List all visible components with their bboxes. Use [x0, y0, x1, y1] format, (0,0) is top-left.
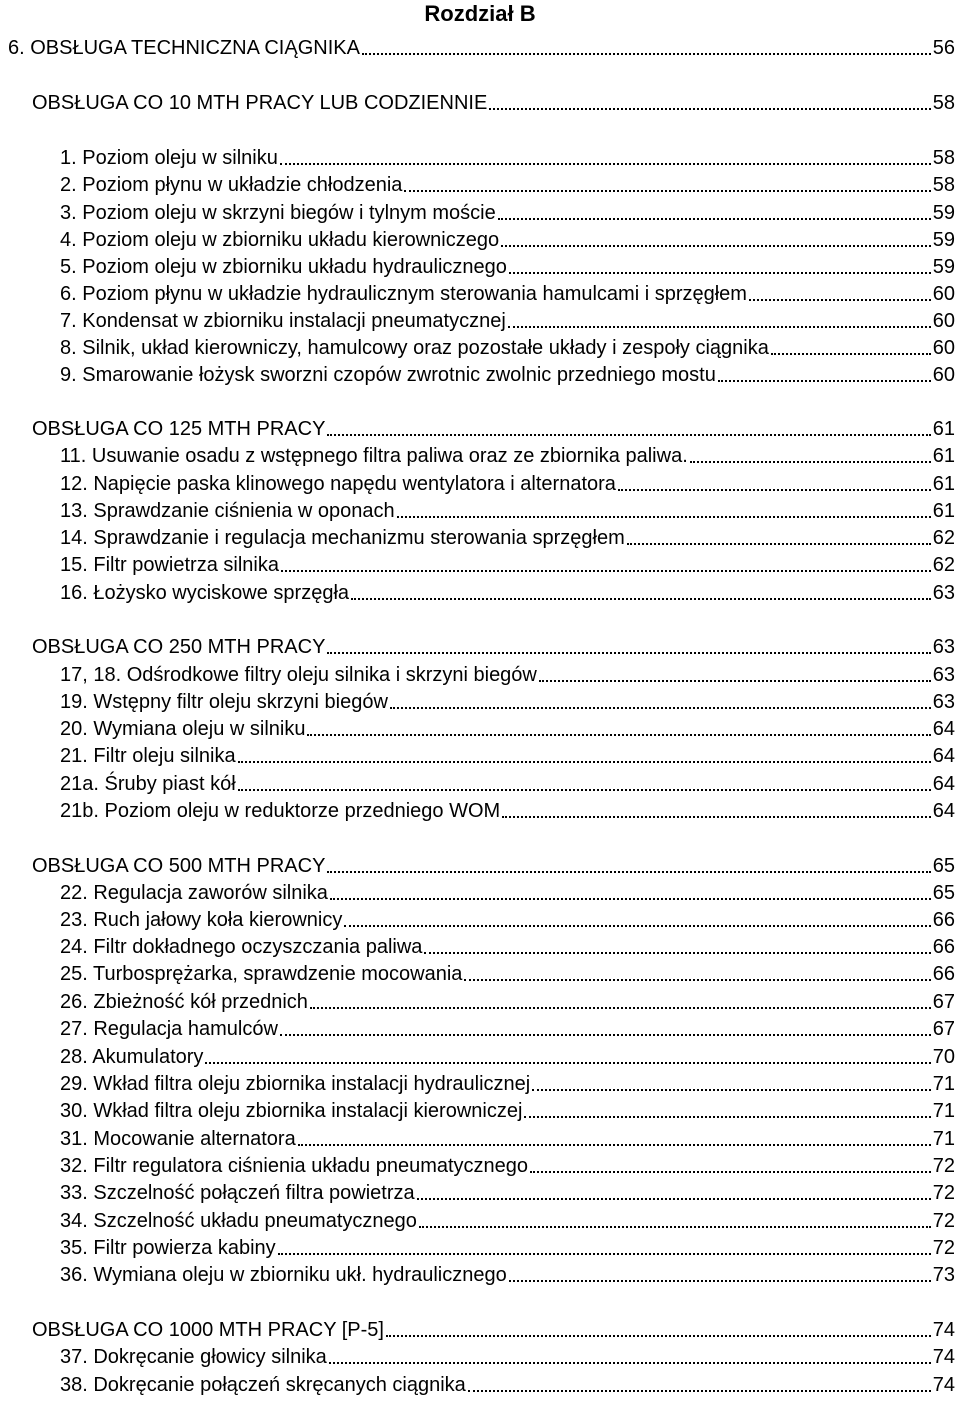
toc-entry[interactable] [60, 662, 955, 689]
dot-leader [468, 1390, 931, 1392]
toc-entry[interactable] [60, 1262, 955, 1289]
toc-entry[interactable] [60, 1044, 955, 1071]
toc-entry[interactable] [60, 743, 955, 770]
toc-entry-title: 27. Regulacja hamulców [60, 1018, 278, 1040]
dot-leader [386, 1335, 931, 1337]
toc-entry-title: 14. Sprawdzanie i regulacja mechanizmu sterowania sprzęgłem [60, 527, 625, 549]
dot-leader [205, 1062, 930, 1064]
toc-entry-page: 74 [932, 1346, 955, 1368]
dot-leader [327, 652, 930, 654]
toc-entry[interactable] [60, 1372, 955, 1399]
dot-leader [690, 461, 931, 463]
toc-entry-title: 30. Wkład filtra oleju zbiornika instalacji kierowniczej [60, 1100, 523, 1122]
toc-entry[interactable] [60, 552, 955, 579]
toc-entry-page: 61 [932, 473, 955, 495]
toc-entry-page: 70 [932, 1046, 955, 1068]
toc-entry-page: 66 [932, 963, 955, 985]
dot-leader [530, 1171, 931, 1173]
toc-entry-title: 21a. Śruby piast kół [60, 773, 236, 795]
dot-leader [618, 489, 931, 491]
toc-entry-page: 58 [932, 92, 955, 114]
toc-entry[interactable] [60, 798, 955, 825]
toc-entry[interactable] [60, 362, 955, 389]
dot-leader [281, 570, 931, 572]
toc-entry[interactable] [60, 172, 955, 199]
toc-entry[interactable] [60, 961, 955, 988]
chapter-title: Rozdział B [424, 1, 536, 26]
dot-leader [424, 952, 930, 954]
toc-entry-title: 28. Akumulatory [60, 1046, 204, 1068]
dot-leader [627, 543, 931, 545]
dot-leader [310, 1007, 931, 1009]
toc-entry[interactable] [60, 471, 955, 498]
toc-entry-title: OBSŁUGA CO 125 MTH PRACY [32, 418, 326, 440]
toc-entry-title: 4. Poziom oleju w zbiorniku układu kierowniczego [60, 229, 500, 251]
toc-entry-page: 59 [932, 229, 955, 251]
toc-entry-page: 60 [932, 337, 955, 359]
toc-entry-title: 20. Wymiana oleju w silniku [60, 718, 306, 740]
toc-entry[interactable] [60, 1344, 955, 1371]
toc-entry-page: 62 [932, 554, 955, 576]
toc-entry-page: 60 [932, 283, 955, 305]
toc-entry-page: 61 [932, 445, 955, 467]
toc-entry[interactable] [60, 580, 955, 607]
toc-entry-page: 63 [932, 664, 955, 686]
dot-leader [508, 326, 931, 328]
toc-entry-page: 61 [932, 418, 955, 440]
toc-entry-page: 58 [932, 174, 955, 196]
toc-entry[interactable] [60, 1208, 955, 1235]
toc-entry[interactable] [60, 200, 955, 227]
toc-entry[interactable] [60, 254, 955, 281]
toc-entry-title: 26. Zbieżność kół przednich [60, 991, 308, 1013]
toc-entry[interactable] [60, 1098, 955, 1125]
toc-entry-title: 1. Poziom oleju w silniku [60, 147, 278, 169]
dot-leader [327, 871, 930, 873]
toc-section[interactable] [8, 35, 955, 62]
toc-entry-title: 22. Regulacja zaworów silnika [60, 882, 328, 904]
toc-entry-title: 13. Sprawdzanie ciśnienia w oponach [60, 500, 395, 522]
toc-entry[interactable] [60, 1180, 955, 1207]
toc-entry-page: 61 [932, 500, 955, 522]
toc-entry[interactable] [60, 335, 955, 362]
toc-entry-page: 56 [932, 37, 955, 59]
toc-entry-title: 34. Szczelność układu pneumatycznego [60, 1210, 417, 1232]
toc-entry-page: 59 [932, 256, 955, 278]
toc-entry-title: 21. Filtr oleju silnika [60, 745, 236, 767]
toc-entry[interactable] [60, 443, 955, 470]
toc-section[interactable] [32, 634, 955, 661]
dot-leader [498, 218, 931, 220]
toc-entry-title: 17, 18. Odśrodkowe filtry oleju silnika i skrzyni biegów [60, 664, 537, 686]
toc-entry-page: 72 [932, 1210, 955, 1232]
toc-entry-page: 66 [932, 936, 955, 958]
toc-entry-page: 60 [932, 310, 955, 332]
toc-entry[interactable] [60, 934, 955, 961]
toc-entry-page: 72 [932, 1182, 955, 1204]
dot-leader [397, 516, 931, 518]
toc-entry-title: 2. Poziom płynu w układzie chłodzenia [60, 174, 403, 196]
toc-entry-title: 35. Filtr powierza kabiny [60, 1237, 276, 1259]
toc-entry-page: 74 [932, 1319, 955, 1341]
toc-entry-page: 65 [932, 882, 955, 904]
dot-leader [718, 380, 931, 382]
toc-entry-title: OBSŁUGA CO 250 MTH PRACY [32, 636, 326, 658]
toc-entry-title: 31. Mocowanie alternatora [60, 1128, 296, 1150]
toc-entry[interactable] [60, 308, 955, 335]
toc-section[interactable] [32, 853, 955, 880]
dot-leader [362, 53, 931, 55]
toc-entry-title: 38. Dokręcanie połączeń skręcanych ciągnika [60, 1374, 466, 1396]
toc-entry-page: 63 [932, 582, 955, 604]
dot-leader [238, 789, 931, 791]
toc-entry-title: 32. Filtr regulatora ciśnienia układu pneumatycznego [60, 1155, 529, 1177]
toc-entry[interactable] [60, 1071, 955, 1098]
toc-entry-page: 71 [932, 1128, 955, 1150]
toc-entry-title: 5. Poziom oleju w zbiorniku układu hydraulicznego [60, 256, 507, 278]
toc-entry-page: 63 [932, 691, 955, 713]
dot-leader [419, 1226, 931, 1228]
dot-leader [464, 979, 930, 981]
dot-leader [404, 190, 930, 192]
toc-entry[interactable] [60, 145, 955, 172]
toc-entry[interactable] [60, 989, 955, 1016]
toc-entry-title: 6. Poziom płynu w układzie hydraulicznym sterowania hamulcami i sprzęgłem [60, 283, 747, 305]
toc-entry[interactable] [60, 1016, 955, 1043]
dot-leader [307, 734, 930, 736]
toc-entry-title: 25. Turbosprężarka, sprawdzenie mocowania [60, 963, 463, 985]
toc-section[interactable] [32, 416, 955, 443]
dot-leader [489, 108, 930, 110]
toc-entry-page: 63 [932, 636, 955, 658]
toc-entry-page: 72 [932, 1237, 955, 1259]
toc-entry[interactable] [60, 525, 955, 552]
toc-entry-title: 11. Usuwanie osadu z wstępnego filtra paliwa oraz ze zbiornika paliwa. [60, 445, 688, 467]
toc-entry[interactable] [60, 880, 955, 907]
toc-entry-page: 60 [932, 364, 955, 386]
toc-entry-page: 67 [932, 991, 955, 1013]
toc-entry-page: 71 [932, 1100, 955, 1122]
toc-entry-title: 24. Filtr dokładnego oczyszczania paliwa [60, 936, 423, 958]
toc-entry-title: 33. Szczelność połączeń filtra powietrza [60, 1182, 415, 1204]
toc-entry-title: 8. Silnik, układ kierowniczy, hamulcowy oraz pozostałe układy i zespoły ciągnika [60, 337, 769, 359]
dot-leader [771, 353, 931, 355]
dot-leader [509, 1280, 931, 1282]
dot-leader [417, 1198, 931, 1200]
dot-leader [539, 680, 931, 682]
toc-entry[interactable] [60, 689, 955, 716]
toc-entry-page: 67 [932, 1018, 955, 1040]
toc-entry-page: 72 [932, 1155, 955, 1177]
toc-entry-title: 36. Wymiana oleju w zbiorniku ukł. hydraulicznego [60, 1264, 507, 1286]
toc-entry-title: 3. Poziom oleju w skrzyni biegów i tylnym moście [60, 202, 496, 224]
dot-leader [749, 299, 931, 301]
dot-leader [329, 1362, 931, 1364]
toc-entry[interactable] [60, 498, 955, 525]
dot-leader [298, 1144, 931, 1146]
dot-leader [327, 434, 930, 436]
toc-entry-page: 74 [932, 1374, 955, 1396]
dot-leader [280, 1034, 931, 1036]
toc-entry-page: 58 [932, 147, 955, 169]
toc-entry-page: 65 [932, 855, 955, 877]
dot-leader [524, 1116, 930, 1118]
toc-entry-page: 59 [932, 202, 955, 224]
toc-entry-title: 16. Łożysko wyciskowe sprzęgła [60, 582, 350, 604]
dot-leader [238, 761, 931, 763]
toc-entry[interactable] [60, 1153, 955, 1180]
toc-entry-page: 64 [932, 745, 955, 767]
toc-entry-page: 71 [932, 1073, 955, 1095]
toc-entry[interactable] [60, 227, 955, 254]
toc-entry-title: 12. Napięcie paska klinowego napędu wentylatora i alternatora [60, 473, 616, 495]
toc-section[interactable] [32, 90, 955, 117]
toc-section[interactable] [32, 1317, 955, 1344]
toc-entry[interactable] [60, 1126, 955, 1153]
dot-leader [278, 1253, 931, 1255]
toc-entry-title: 21b. Poziom oleju w reduktorze przedniego WOM [60, 800, 501, 822]
toc-entry-page: 66 [932, 909, 955, 931]
dot-leader [280, 163, 931, 165]
toc-entry-page: 64 [932, 718, 955, 740]
dot-leader [509, 272, 931, 274]
toc-entry-page: 62 [932, 527, 955, 549]
toc-entry-page: 73 [932, 1264, 955, 1286]
toc-entry-title: 7. Kondensat w zbiorniku instalacji pneumatycznej [60, 310, 506, 332]
toc-entry-title: OBSŁUGA CO 1000 MTH PRACY [P-5] [32, 1319, 384, 1341]
toc-entry[interactable] [60, 716, 955, 743]
toc-entry-title: 9. Smarowanie łożysk sworzni czopów zwrotnic zwolnic przedniego mostu [60, 364, 716, 386]
dot-leader [501, 245, 931, 247]
toc-entry-title: OBSŁUGA CO 10 MTH PRACY LUB CODZIENNIE [32, 92, 488, 114]
dot-leader [344, 925, 930, 927]
dot-leader [532, 1089, 931, 1091]
toc-entry-title: 37. Dokręcanie głowicy silnika [60, 1346, 327, 1368]
dot-leader [330, 898, 931, 900]
toc-entry-page: 64 [932, 800, 955, 822]
dot-leader [351, 598, 931, 600]
toc-entry[interactable] [60, 281, 955, 308]
toc-entry-title: 15. Filtr powietrza silnika [60, 554, 279, 576]
toc-entry-title: 19. Wstępny filtr oleju skrzyni biegów [60, 691, 388, 713]
toc-entry[interactable] [60, 771, 955, 798]
toc-entry-title: 29. Wkład filtra oleju zbiornika instalacji hydraulicznej [60, 1073, 531, 1095]
toc-entry-title: 23. Ruch jałowy koła kierownicy [60, 909, 343, 931]
toc-entry-page: 64 [932, 773, 955, 795]
toc-entry[interactable] [60, 907, 955, 934]
dot-leader [502, 816, 931, 818]
toc-entry-title: OBSŁUGA CO 500 MTH PRACY [32, 855, 326, 877]
toc-entry[interactable] [60, 1235, 955, 1262]
dot-leader [390, 707, 931, 709]
toc-entry-title: 6. OBSŁUGA TECHNICZNA CIĄGNIKA [8, 37, 360, 59]
